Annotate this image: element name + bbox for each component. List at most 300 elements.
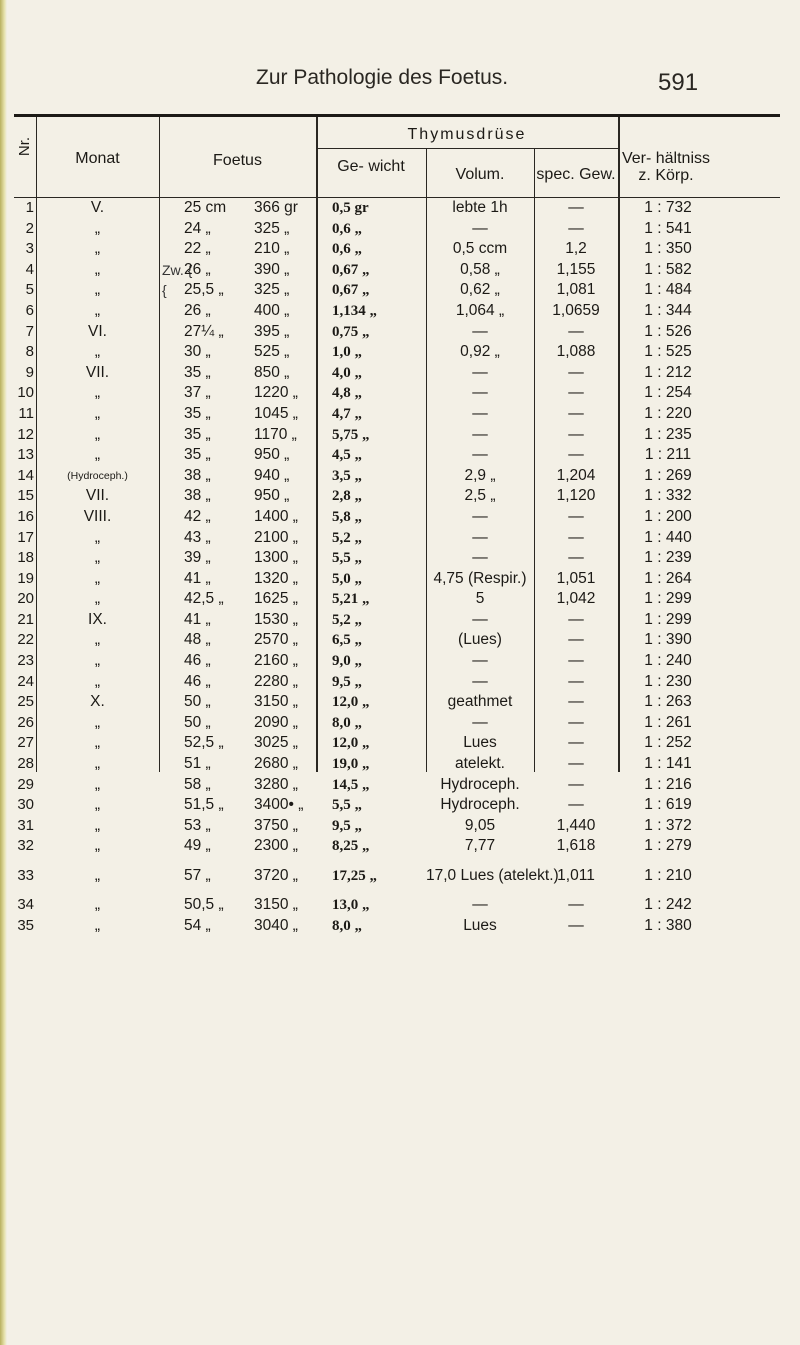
cell-ratio: 1 : 242 — [644, 896, 692, 913]
cell-thymus-weight: 9,0 „ — [332, 653, 362, 670]
table-row — [14, 198, 714, 219]
cell-length: 26 „ — [184, 260, 211, 278]
cell-spec-gew: — — [568, 363, 584, 381]
header-spec-gew: spec. Gew. — [536, 166, 616, 183]
header-thymusdruese: Thymusdrüse — [407, 126, 527, 143]
cell-monat: „ — [94, 867, 101, 884]
table-row — [14, 692, 714, 713]
cell-weight: 2280 „ — [254, 672, 298, 690]
cell-weight: 950 „ — [254, 446, 290, 464]
cell-length: 51,5 „ — [184, 796, 224, 814]
cell-length: 42,5 „ — [184, 590, 224, 608]
cell-length: 43 „ — [184, 528, 211, 546]
cell-ratio: 1 : 235 — [644, 425, 692, 443]
cell-thymus-weight: 13,0 „ — [332, 897, 370, 913]
cell-weight: 2160 „ — [254, 652, 298, 670]
cell-nr: 29 — [17, 775, 34, 793]
cell-monat: „ — [94, 672, 101, 690]
data-table-body — [14, 198, 714, 936]
table-row — [14, 466, 714, 487]
cell-length: 50 „ — [184, 713, 211, 731]
cell-ratio: 1 : 220 — [644, 404, 692, 422]
table-row — [14, 486, 714, 507]
table-row — [14, 569, 714, 590]
cell-ratio: 1 : 582 — [644, 260, 692, 278]
cell-spec-gew: — — [568, 404, 584, 422]
cell-monat: „ — [94, 343, 101, 361]
cell-spec-gew: 1,2 — [565, 240, 587, 258]
cell-monat: „ — [94, 528, 101, 546]
table-row — [14, 239, 714, 260]
cell-nr: 6 — [25, 301, 34, 319]
cell-ratio: 1 : 541 — [644, 219, 692, 237]
cell-thymus-weight: 19,0 „ — [332, 756, 370, 773]
cell-weight: 3750 „ — [254, 816, 298, 834]
cell-volume: 4,75 (Respir.) — [433, 569, 527, 587]
cell-weight: 2090 „ — [254, 713, 298, 731]
cell-volume: 2,5 „ — [464, 487, 496, 505]
table-row — [14, 895, 714, 916]
cell-ratio: 1 : 261 — [644, 713, 692, 731]
table-row — [14, 816, 714, 837]
cell-ratio: 1 : 230 — [644, 672, 692, 690]
cell-monat: „ — [94, 755, 101, 773]
cell-monat: X. — [90, 693, 105, 711]
cell-thymus-weight: 0,5 gr — [332, 200, 369, 216]
cell-thymus-weight: 9,5 „ — [332, 673, 362, 690]
cell-nr: 27 — [17, 734, 34, 752]
cell-length: 37 „ — [184, 384, 211, 402]
cell-ratio: 1 : 526 — [644, 322, 692, 340]
cell-thymus-weight: 4,0 „ — [332, 364, 362, 381]
table-row — [14, 548, 714, 569]
cell-monat: „ — [94, 652, 101, 670]
table-row — [14, 651, 714, 672]
cell-spec-gew: — — [568, 652, 584, 670]
cell-nr: 13 — [17, 446, 34, 464]
cell-weight: 525 „ — [254, 343, 290, 361]
cell-spec-gew: — — [568, 425, 584, 443]
cell-volume: 0,62 „ — [460, 281, 500, 299]
cell-length: 50,5 „ — [184, 896, 224, 913]
cell-volume: — — [472, 528, 488, 546]
cell-thymus-weight: 5,0 „ — [332, 570, 362, 587]
cell-thymus-weight: 5,75 „ — [332, 426, 370, 443]
cell-nr: 19 — [17, 569, 34, 587]
cell-ratio: 1 : 141 — [644, 755, 692, 773]
cell-length: 53 „ — [184, 816, 211, 834]
cell-monat: „ — [94, 775, 101, 793]
cell-volume: 0,58 „ — [460, 260, 500, 278]
page-header — [0, 50, 800, 96]
cell-monat: „ — [94, 569, 101, 587]
cell-spec-gew: — — [568, 734, 584, 752]
cell-spec-gew: — — [568, 631, 584, 649]
cell-ratio: 1 : 210 — [644, 867, 692, 884]
cell-length: 51 „ — [184, 755, 211, 773]
cell-weight: 390 „ — [254, 260, 290, 278]
cell-monat: (Hydroceph.) — [67, 469, 128, 482]
table-row — [14, 754, 714, 775]
cell-length: 38 „ — [184, 466, 211, 484]
table-row — [14, 445, 714, 466]
cell-spec-gew: 1,120 — [556, 487, 596, 505]
cell-volume: Hydroceph. — [440, 775, 520, 793]
cell-ratio: 1 : 269 — [644, 466, 692, 484]
table-row — [14, 836, 714, 857]
cell-length: 30 „ — [184, 343, 211, 361]
cell-monat: VIII. — [83, 507, 112, 525]
cell-spec-gew: — — [568, 507, 584, 525]
cell-thymus-weight: 5,5 „ — [332, 550, 362, 567]
cell-thymus-weight: 0,75 „ — [332, 323, 370, 340]
cell-nr: 33 — [17, 867, 34, 884]
cell-nr: 21 — [17, 610, 34, 628]
cell-weight: 325 „ — [254, 219, 290, 237]
running-title: Zur Pathologie des Foetus. — [256, 66, 509, 89]
cell-nr: 15 — [17, 487, 34, 505]
cell-thymus-weight: 0,67 „ — [332, 261, 370, 278]
cell-volume: — — [472, 384, 488, 402]
cell-length: 35 „ — [184, 446, 211, 464]
cell-monat: „ — [94, 446, 101, 464]
cell-spec-gew: 1,088 — [556, 343, 596, 361]
cell-length: 54 „ — [184, 916, 211, 934]
cell-nr: 20 — [17, 590, 34, 608]
cell-twin-brace: Zw. { — [162, 261, 193, 278]
cell-nr: 22 — [17, 631, 34, 649]
cell-length: 24 „ — [184, 219, 211, 237]
cell-nr: 5 — [25, 281, 34, 299]
cell-nr: 30 — [17, 796, 34, 814]
cell-spec-gew: — — [568, 916, 584, 934]
cell-weight: 3040 „ — [254, 916, 298, 934]
cell-length: 35 „ — [184, 404, 211, 422]
cell-spec-gew: 1,155 — [556, 260, 596, 278]
cell-monat: „ — [94, 713, 101, 731]
cell-volume: — — [472, 672, 488, 690]
cell-ratio: 1 : 525 — [644, 343, 692, 361]
cell-ratio: 1 : 200 — [644, 507, 692, 525]
cell-weight: 2680 „ — [254, 755, 298, 773]
cell-weight: 2570 „ — [254, 631, 298, 649]
cell-volume: atelekt. — [455, 755, 505, 773]
cell-nr: 32 — [17, 837, 34, 855]
cell-ratio: 1 : 332 — [644, 487, 692, 505]
cell-ratio: 1 : 299 — [644, 590, 692, 608]
cell-length: 52,5 „ — [184, 734, 224, 752]
cell-volume: Hydroceph. — [440, 796, 520, 814]
cell-spec-gew: — — [568, 896, 584, 913]
cell-nr: 35 — [17, 916, 34, 934]
cell-length: 38 „ — [184, 487, 211, 505]
cell-nr: 3 — [25, 240, 34, 258]
table-row — [14, 219, 714, 240]
cell-ratio: 1 : 484 — [644, 281, 692, 299]
cell-monat: „ — [94, 734, 101, 752]
cell-spec-gew: — — [568, 610, 584, 628]
table-row — [14, 733, 714, 754]
cell-ratio: 1 : 211 — [644, 446, 692, 464]
cell-weight: 366 gr — [254, 199, 298, 216]
table-row — [14, 528, 714, 549]
cell-monat: VII. — [85, 363, 110, 381]
table-row — [14, 363, 714, 384]
cell-length: 48 „ — [184, 631, 211, 649]
cell-length: 49 „ — [184, 837, 211, 855]
cell-weight: 1220 „ — [254, 384, 298, 402]
cell-spec-gew: 1,042 — [556, 590, 596, 608]
cell-thymus-weight: 8,0 „ — [332, 917, 362, 934]
cell-nr: 23 — [17, 652, 34, 670]
cell-volume: — — [472, 219, 488, 237]
cell-volume: — — [472, 507, 488, 525]
cell-nr: 31 — [17, 816, 34, 834]
cell-thymus-weight: 5,2 „ — [332, 529, 362, 546]
cell-ratio: 1 : 263 — [644, 693, 692, 711]
table-row — [14, 301, 714, 322]
cell-length: 42 „ — [184, 507, 211, 525]
cell-spec-gew: 1,204 — [556, 466, 596, 484]
cell-thymus-weight: 4,8 „ — [332, 385, 362, 402]
cell-length: 57 „ — [184, 867, 211, 884]
cell-ratio: 1 : 252 — [644, 734, 692, 752]
table-row — [14, 260, 714, 281]
cell-nr: 16 — [17, 507, 34, 525]
cell-volume: 5 — [475, 590, 485, 608]
cell-weight: 3150 „ — [254, 896, 298, 913]
cell-nr: 34 — [17, 896, 34, 913]
header-foetus: Foetus — [213, 152, 262, 169]
cell-monat: VII. — [85, 487, 110, 505]
cell-monat: „ — [94, 384, 101, 402]
cell-monat: „ — [94, 549, 101, 567]
header-monat: Monat — [75, 150, 120, 167]
cell-spec-gew: 1,440 — [556, 816, 596, 834]
cell-length: 35 „ — [184, 363, 211, 381]
cell-nr: 26 — [17, 713, 34, 731]
cell-weight: 1300 „ — [254, 549, 298, 567]
cell-volume: — — [472, 610, 488, 628]
cell-length: 41 „ — [184, 569, 211, 587]
header-gewicht: Ge- wicht — [337, 158, 405, 175]
cell-ratio: 1 : 350 — [644, 240, 692, 258]
cell-ratio: 1 : 254 — [644, 384, 692, 402]
cell-spec-gew: — — [568, 796, 584, 814]
cell-weight: 3280 „ — [254, 775, 298, 793]
cell-thymus-weight: 4,5 „ — [332, 447, 362, 464]
cell-ratio: 1 : 299 — [644, 610, 692, 628]
cell-weight: 3400• „ — [254, 796, 304, 814]
cell-weight: 3150 „ — [254, 693, 298, 711]
cell-spec-gew: — — [568, 219, 584, 237]
cell-length: 50 „ — [184, 693, 211, 711]
cell-ratio: 1 : 239 — [644, 549, 692, 567]
cell-volume: — — [472, 713, 488, 731]
cell-weight: 1530 „ — [254, 610, 298, 628]
cell-ratio: 1 : 344 — [644, 301, 692, 319]
cell-length: 58 „ — [184, 775, 211, 793]
cell-nr: 14 — [17, 466, 34, 484]
cell-weight: 1320 „ — [254, 569, 298, 587]
cell-volume: 2,9 „ — [464, 466, 496, 484]
left-margin-bar — [0, 0, 7, 1345]
cell-thymus-weight: 5,5 „ — [332, 797, 362, 814]
cell-length: 26 „ — [184, 301, 211, 319]
cell-volume: — — [472, 425, 488, 443]
cell-monat: „ — [94, 916, 101, 934]
cell-volume: — — [472, 652, 488, 670]
cell-monat: „ — [94, 896, 101, 913]
cell-weight: 2300 „ — [254, 837, 298, 855]
cell-nr: 12 — [17, 425, 34, 443]
cell-monat: „ — [94, 425, 101, 443]
cell-spec-gew: — — [568, 384, 584, 402]
cell-weight: 400 „ — [254, 301, 290, 319]
cell-volume: — — [472, 363, 488, 381]
cell-ratio: 1 : 732 — [644, 199, 692, 216]
cell-monat: IX. — [88, 610, 107, 628]
cell-thymus-weight: 0,6 „ — [332, 241, 362, 258]
table-row — [14, 857, 714, 895]
cell-weight: 1400 „ — [254, 507, 298, 525]
cell-ratio: 1 : 619 — [644, 796, 692, 814]
cell-ratio: 1 : 372 — [644, 816, 692, 834]
cell-volume: — — [472, 404, 488, 422]
cell-twin-brace: { — [162, 282, 167, 299]
page-number: 591 — [658, 69, 699, 96]
cell-nr: 10 — [17, 384, 34, 402]
cell-thymus-weight: 17,25 „ — [332, 868, 377, 884]
cell-thymus-weight: 8,0 „ — [332, 714, 362, 731]
header-verhaeltniss: Ver- hältniss z. Körp. — [621, 150, 711, 184]
cell-monat: „ — [94, 301, 101, 319]
cell-spec-gew: — — [568, 713, 584, 731]
cell-nr: 25 — [17, 693, 34, 711]
cell-volume: geathmet — [447, 693, 513, 711]
cell-volume: 17,0 Lues (atelekt.) — [426, 867, 559, 884]
cell-weight: 950 „ — [254, 487, 290, 505]
cell-thymus-weight: 4,7 „ — [332, 405, 362, 422]
cell-volume: (Lues) — [458, 631, 502, 649]
table-row — [14, 342, 714, 363]
cell-length: 39 „ — [184, 549, 211, 567]
table-row — [14, 713, 714, 734]
cell-length: 25 cm — [184, 199, 227, 216]
header-nr: Nr. — [16, 136, 34, 157]
cell-monat: „ — [94, 816, 101, 834]
cell-monat: VI. — [88, 322, 107, 340]
cell-spec-gew: — — [568, 755, 584, 773]
cell-thymus-weight: 14,5 „ — [332, 776, 370, 793]
cell-weight: 940 „ — [254, 466, 290, 484]
cell-volume: Lues — [463, 734, 497, 752]
cell-nr: 11 — [18, 404, 34, 422]
cell-thymus-weight: 1,0 „ — [332, 344, 362, 361]
cell-thymus-weight: 8,25 „ — [332, 838, 370, 855]
cell-ratio: 1 : 264 — [644, 569, 692, 587]
table-row — [14, 425, 714, 446]
cell-ratio: 1 : 216 — [644, 775, 692, 793]
cell-weight: 325 „ — [254, 281, 290, 299]
cell-thymus-weight: 6,5 „ — [332, 632, 362, 649]
top-rule — [14, 114, 780, 117]
cell-length: 25,5 „ — [184, 281, 224, 299]
cell-nr: 17 — [17, 528, 34, 546]
table-row — [14, 507, 714, 528]
table-row — [14, 404, 714, 425]
cell-thymus-weight: 0,6 „ — [332, 220, 362, 237]
cell-thymus-weight: 12,0 „ — [332, 735, 370, 752]
cell-volume: — — [472, 549, 488, 567]
cell-ratio: 1 : 390 — [644, 631, 692, 649]
cell-thymus-weight: 12,0 „ — [332, 694, 370, 711]
cell-weight: 3025 „ — [254, 734, 298, 752]
cell-volume: lebte 1h — [452, 199, 508, 216]
cell-length: 27¼ „ — [184, 322, 224, 340]
cell-monat: „ — [94, 240, 101, 258]
cell-thymus-weight: 3,5 „ — [332, 467, 362, 484]
table-row — [14, 610, 714, 631]
cell-nr: 4 — [25, 260, 34, 278]
cell-volume: 1,064 „ — [455, 301, 505, 319]
cell-thymus-weight: 1,134 „ — [332, 302, 377, 319]
cell-nr: 28 — [17, 755, 34, 773]
cell-monat: „ — [94, 281, 101, 299]
cell-weight: 2100 „ — [254, 528, 298, 546]
cell-spec-gew: — — [568, 672, 584, 690]
cell-monat: „ — [94, 404, 101, 422]
cell-thymus-weight: 0,67 „ — [332, 282, 370, 299]
cell-ratio: 1 : 380 — [644, 916, 692, 934]
cell-spec-gew: — — [568, 528, 584, 546]
cell-thymus-weight: 2,8 „ — [332, 488, 362, 505]
cell-length: 35 „ — [184, 425, 211, 443]
cell-weight: 395 „ — [254, 322, 290, 340]
cell-thymus-weight: 5,21 „ — [332, 591, 370, 608]
cell-ratio: 1 : 440 — [644, 528, 692, 546]
cell-volume: — — [472, 896, 488, 913]
cell-volume: 9,05 — [464, 816, 496, 834]
cell-thymus-weight: 9,5 „ — [332, 817, 362, 834]
cell-volume: — — [472, 446, 488, 464]
cell-monat: V. — [90, 199, 105, 216]
table-row — [14, 383, 714, 404]
cell-thymus-weight: 5,8 „ — [332, 508, 362, 525]
cell-thymus-weight: 5,2 „ — [332, 611, 362, 628]
table-row — [14, 280, 714, 301]
table-row — [14, 795, 714, 816]
table-row — [14, 916, 714, 937]
cell-nr: 2 — [25, 219, 34, 237]
cell-nr: 24 — [17, 672, 34, 690]
cell-weight: 1625 „ — [254, 590, 298, 608]
cell-ratio: 1 : 212 — [644, 363, 692, 381]
table-row — [14, 322, 714, 343]
cell-weight: 1170 „ — [254, 425, 297, 443]
cell-nr: 1 — [25, 199, 34, 216]
cell-weight: 3720 „ — [254, 867, 298, 884]
cell-spec-gew: — — [568, 199, 584, 216]
cell-spec-gew: 1,081 — [556, 281, 596, 299]
cell-spec-gew: — — [568, 775, 584, 793]
table-row — [14, 775, 714, 796]
table-row — [14, 672, 714, 693]
cell-ratio: 1 : 279 — [644, 837, 692, 855]
cell-length: 41 „ — [184, 610, 211, 628]
cell-volume: 0,5 ccm — [452, 240, 508, 258]
cell-volume: Lues — [463, 916, 497, 934]
